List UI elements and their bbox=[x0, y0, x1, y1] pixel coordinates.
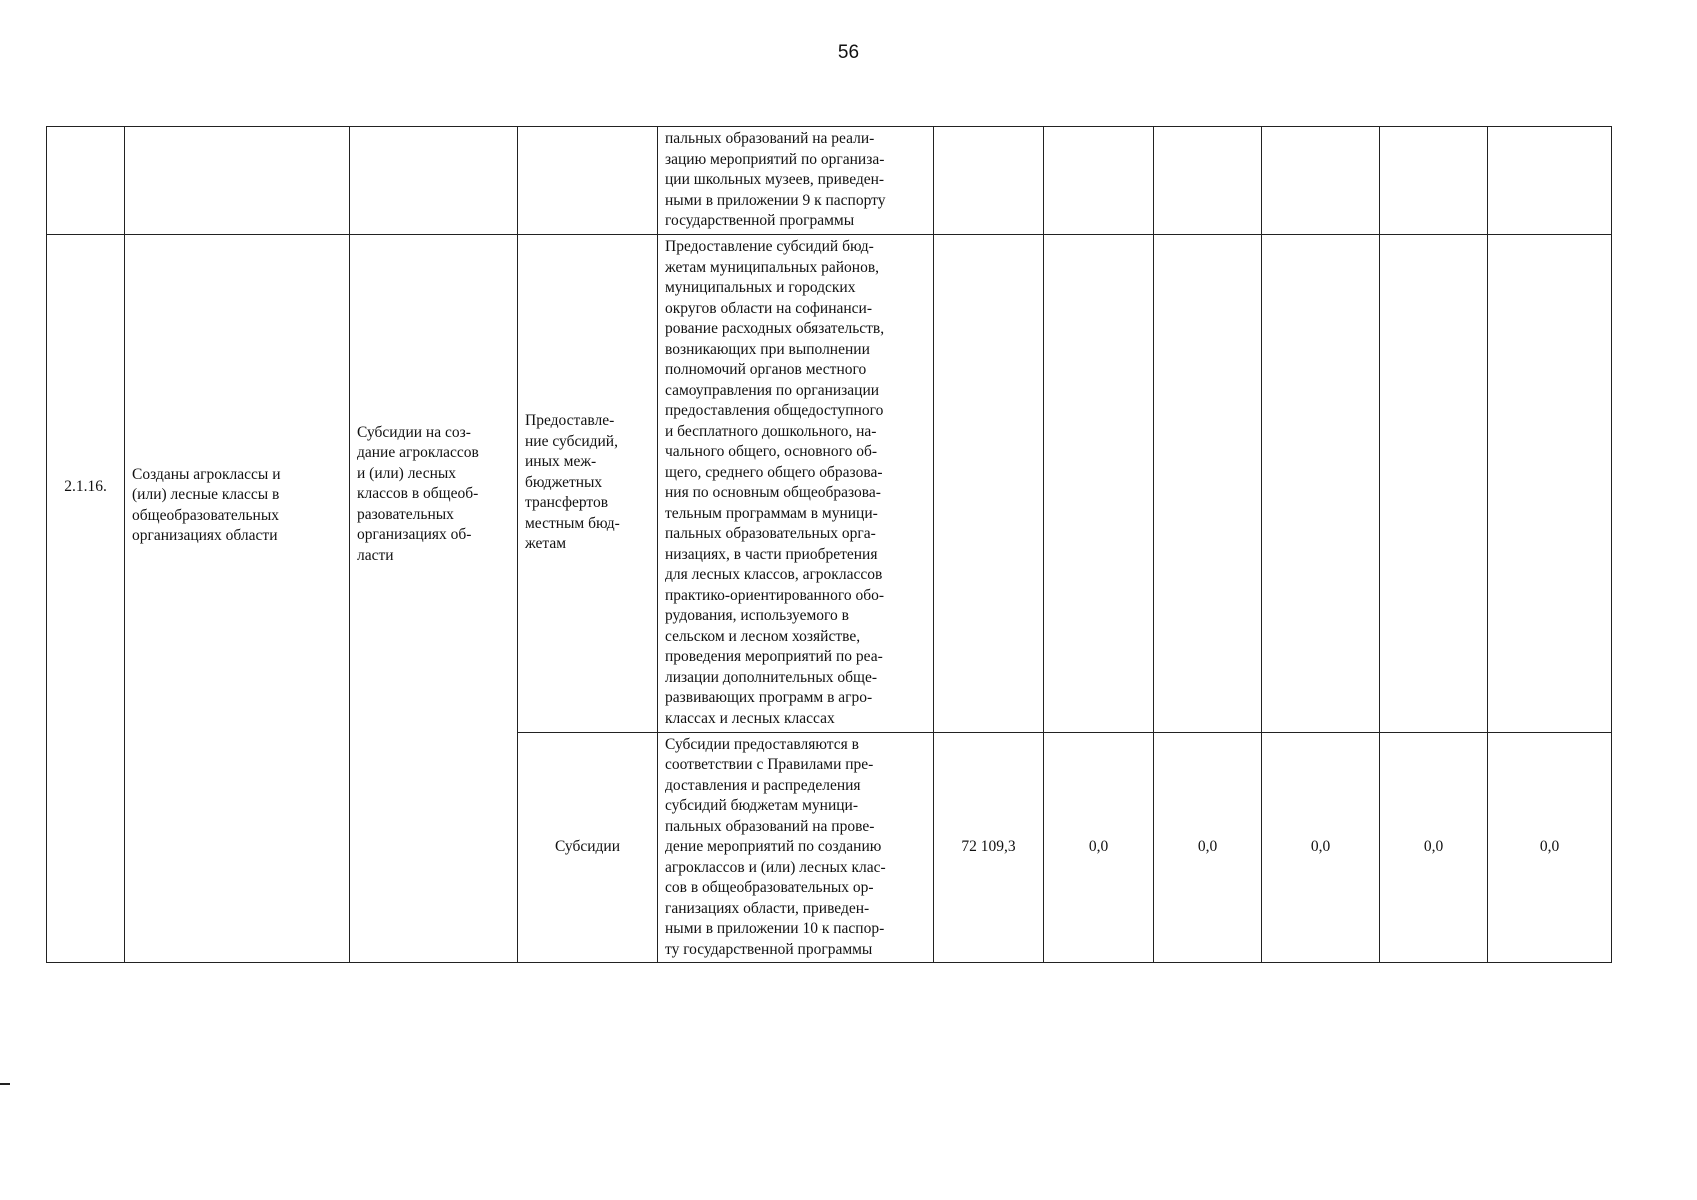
table-row bbox=[47, 234, 1612, 732]
type-cell bbox=[518, 127, 658, 235]
page-number: 56 bbox=[837, 42, 860, 63]
value-cell: 0,0 bbox=[1262, 732, 1380, 963]
value-cell bbox=[1380, 234, 1488, 732]
budget-measures-table bbox=[46, 126, 1612, 963]
table-row bbox=[47, 127, 1612, 235]
value-cell bbox=[1154, 127, 1262, 235]
value-cell bbox=[1044, 234, 1154, 732]
result-cell: Созданы агроклассы и (или) лесные классы в общеобразовательных организациях области bbox=[125, 234, 350, 963]
value-cell-total: 72 109,3 bbox=[934, 732, 1044, 963]
value-cell: 0,0 bbox=[1488, 732, 1612, 963]
description-cell: пальных образований на реали- зацию мероприятий по организа- ции школьных музеев, приведен- ными в приложении 9 к паспорту государственной программы bbox=[658, 127, 934, 235]
value-cell bbox=[1262, 234, 1380, 732]
value-cell: 0,0 bbox=[1380, 732, 1488, 963]
value-cell bbox=[1488, 234, 1612, 732]
measure-cell bbox=[350, 127, 518, 235]
result-cell bbox=[125, 127, 350, 235]
value-cell bbox=[934, 234, 1044, 732]
measure-cell: Субсидии на соз- дание агроклассов и (или) лесных классов в общеоб- разовательных организациях об- ласти bbox=[350, 234, 518, 963]
value-cell: 0,0 bbox=[1154, 732, 1262, 963]
description-cell: Предоставление субсидий бюд- жетам муниципальных районов, муниципальных и городских округов области на софинанси- рование расходных обязательств, возникающих при выполнении полномочий органов местного самоуправления по организации предоставления общедоступного и бесплатного дошкольного, на- чального общего, основного об- щего, среднего общего образова- ния по основным общеобразова- тельным программам в муници- пальных образовательных орга- низациях, в части приобретения для лесных классов, агроклассов практико-ориентированного обо- рудования, используемого в сельском и лесном хозяйстве, проведения мероприятий по реа- лизации дополнительных обще- развивающих программ в агро- классах и лесных классах bbox=[658, 234, 934, 732]
value-cell bbox=[1154, 234, 1262, 732]
description-cell: Субсидии предоставляются в соответствии с Правилами пре- доставления и распределения субсидий бюджетам муници- пальных образований на прове- дение мероприятий по созданию агроклассов и (или) лесных клас- сов в общеобразовательных ор- ганизациях области, приведен- ными в приложении 10 к паспор- ту государственной программы bbox=[658, 732, 934, 963]
value-cell bbox=[1262, 127, 1380, 235]
code-cell: 2.1.16. bbox=[47, 234, 125, 963]
type-cell: Предоставле- ние субсидий, иных меж- бюджетных трансфертов местным бюд- жетам bbox=[518, 234, 658, 732]
scan-edge-mark bbox=[0, 1083, 10, 1085]
code-cell bbox=[47, 127, 125, 235]
value-cell: 0,0 bbox=[1044, 732, 1154, 963]
value-cell bbox=[1380, 127, 1488, 235]
value-cell bbox=[934, 127, 1044, 235]
type-cell: Субсидии bbox=[518, 732, 658, 963]
value-cell bbox=[1488, 127, 1612, 235]
value-cell bbox=[1044, 127, 1154, 235]
